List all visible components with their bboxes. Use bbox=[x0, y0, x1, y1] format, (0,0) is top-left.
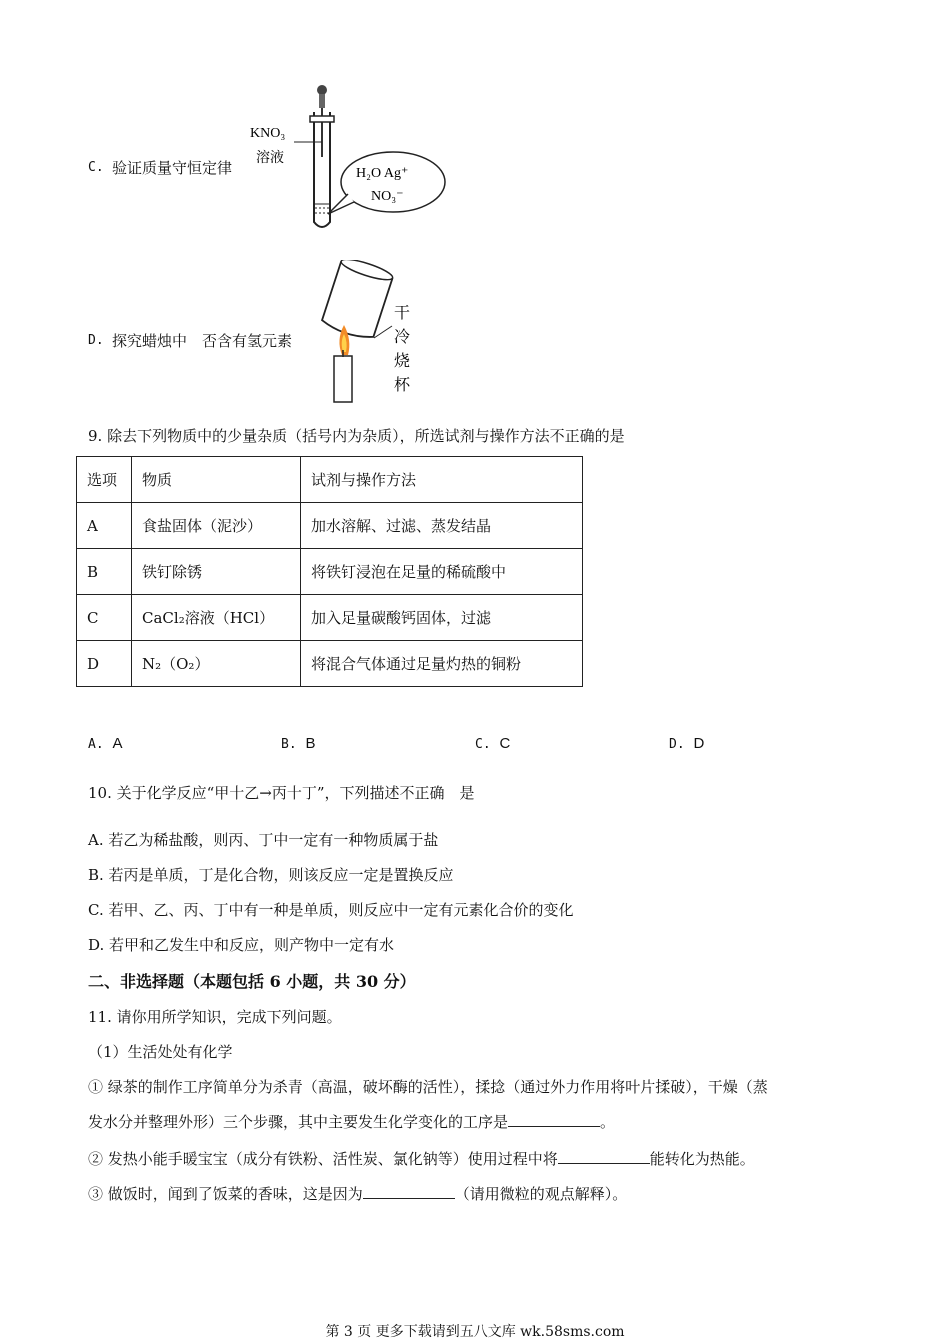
option-c-text: 验证质量守恒定律 bbox=[112, 159, 233, 177]
q10-option-d[interactable]: D. 若甲和乙发生中和反应，则产物中一定有水 bbox=[88, 936, 395, 954]
option-value: A bbox=[112, 735, 123, 752]
option-c-label: C. bbox=[88, 160, 104, 175]
q11-item2 bbox=[88, 1148, 755, 1169]
page-footer: 第 3 页 更多下载请到五八文库 wk.58sms.com bbox=[325, 1324, 625, 1340]
bubble-text-2: NO₃⁻ bbox=[371, 189, 404, 204]
section-title: 二、非选择题（本题包括 6 小题，共 30 分） bbox=[88, 972, 416, 991]
table-cell: C bbox=[77, 595, 132, 641]
q10-stem: 10. 关于化学反应“甲十乙→丙十丁”，下列描述不正确 是 bbox=[88, 784, 475, 802]
option-value: C bbox=[499, 735, 511, 752]
q9-option-c[interactable] bbox=[475, 734, 510, 752]
table-header-row bbox=[77, 457, 583, 503]
q9-table bbox=[76, 456, 583, 687]
table-row bbox=[77, 503, 583, 549]
table-cell: A bbox=[77, 503, 132, 549]
table-cell: 加入足量碳酸钙固体，过滤 bbox=[301, 595, 583, 641]
beaker-label-char-3: 烧 bbox=[394, 351, 411, 370]
q9-option-a[interactable] bbox=[88, 734, 122, 752]
item-text: 能转化为热能。 bbox=[649, 1150, 755, 1168]
table-cell: B bbox=[77, 549, 132, 595]
table-header-cell: 物质 bbox=[132, 457, 301, 503]
answer-blank[interactable] bbox=[558, 1149, 650, 1164]
table-header-cell: 试剂与操作方法 bbox=[301, 457, 583, 503]
q11-item1-line2 bbox=[88, 1111, 615, 1132]
q9-stem: 9. 除去下列物质中的少量杂质（括号内为杂质），所选试剂与操作方法不正确的是 bbox=[88, 427, 625, 445]
q10-option-b[interactable]: B. 若丙是单质，丁是化合物，则该反应一定是置换反应 bbox=[88, 866, 454, 884]
beaker-label-char-4: 杯 bbox=[394, 375, 411, 394]
table-cell: 食盐固体（泥沙） bbox=[132, 503, 301, 549]
table-cell: 将混合气体通过足量灼热的铜粉 bbox=[301, 641, 583, 687]
table-row bbox=[77, 549, 583, 595]
item-text: 发水分并整理外形）三个步骤，其中主要发生化学变化的工序是 bbox=[88, 1113, 509, 1131]
option-label: C. bbox=[475, 737, 491, 752]
table-cell: 铁钉除锈 bbox=[132, 549, 301, 595]
q10-option-a[interactable]: A. 若乙为稀盐酸，则丙、丁中一定有一种物质属于盐 bbox=[88, 831, 439, 849]
item-text: ② 发热小能手暖宝宝（成分有铁粉、活性炭、氯化钠等）使用过程中将 bbox=[88, 1150, 558, 1168]
q11-subheading: （1）生活处处有化学 bbox=[88, 1043, 233, 1061]
option-label: D. bbox=[669, 737, 685, 752]
reagent-label-1: KNO₃ bbox=[250, 126, 286, 141]
option-value: D bbox=[693, 735, 705, 752]
beaker-label-char-1: 干 bbox=[394, 303, 411, 322]
table-row bbox=[77, 641, 583, 687]
table-cell: D bbox=[77, 641, 132, 687]
q10-option-c[interactable]: C. 若甲、乙、丙、丁中有一种是单质，则反应中一定有元素化合价的变化 bbox=[88, 901, 574, 919]
table-cell: 加水溶解、过滤、蒸发结晶 bbox=[301, 503, 583, 549]
option-label: A. bbox=[88, 737, 104, 752]
option-value: B bbox=[305, 735, 316, 752]
item-text: 。 bbox=[600, 1113, 616, 1131]
answer-blank[interactable] bbox=[508, 1112, 600, 1127]
table-cell: N₂（O₂） bbox=[132, 641, 301, 687]
bubble-text-1: H₂O Ag⁺ bbox=[356, 166, 409, 181]
q9-option-d[interactable] bbox=[669, 734, 704, 752]
item-text: （请用微粒的观点解释）。 bbox=[454, 1185, 628, 1203]
option-d-label: D. bbox=[88, 333, 104, 348]
option-d-text: 探究蜡烛中 否含有氢元素 bbox=[112, 332, 293, 350]
q11-stem: 11. 请你用所学知识，完成下列问题。 bbox=[88, 1008, 342, 1026]
candle-beaker-figure bbox=[312, 260, 422, 405]
table-cell: CaCl₂溶液（HCl） bbox=[132, 595, 301, 641]
item-text: ③ 做饭时，闻到了饭菜的香味，这是因为 bbox=[88, 1185, 363, 1203]
table-header-cell: 选项 bbox=[77, 457, 132, 503]
q9-option-b[interactable] bbox=[281, 734, 315, 752]
option-label: B. bbox=[281, 737, 297, 752]
table-cell: 将铁钉浸泡在足量的稀硫酸中 bbox=[301, 549, 583, 595]
beaker-label-char-2: 冷 bbox=[394, 327, 411, 346]
table-row bbox=[77, 595, 583, 641]
test-tube-figure bbox=[248, 82, 448, 237]
answer-blank[interactable] bbox=[363, 1184, 455, 1199]
candle-icon bbox=[334, 356, 352, 402]
q11-item3 bbox=[88, 1183, 627, 1204]
dropper-bulb-icon bbox=[317, 85, 327, 95]
q11-item1-line1: ① 绿茶的制作工序简单分为杀青（高温，破坏酶的活性），揉捻（通过外力作用将叶片揉破），干燥（蒸 bbox=[88, 1078, 768, 1096]
reagent-label-2: 溶液 bbox=[256, 150, 284, 166]
